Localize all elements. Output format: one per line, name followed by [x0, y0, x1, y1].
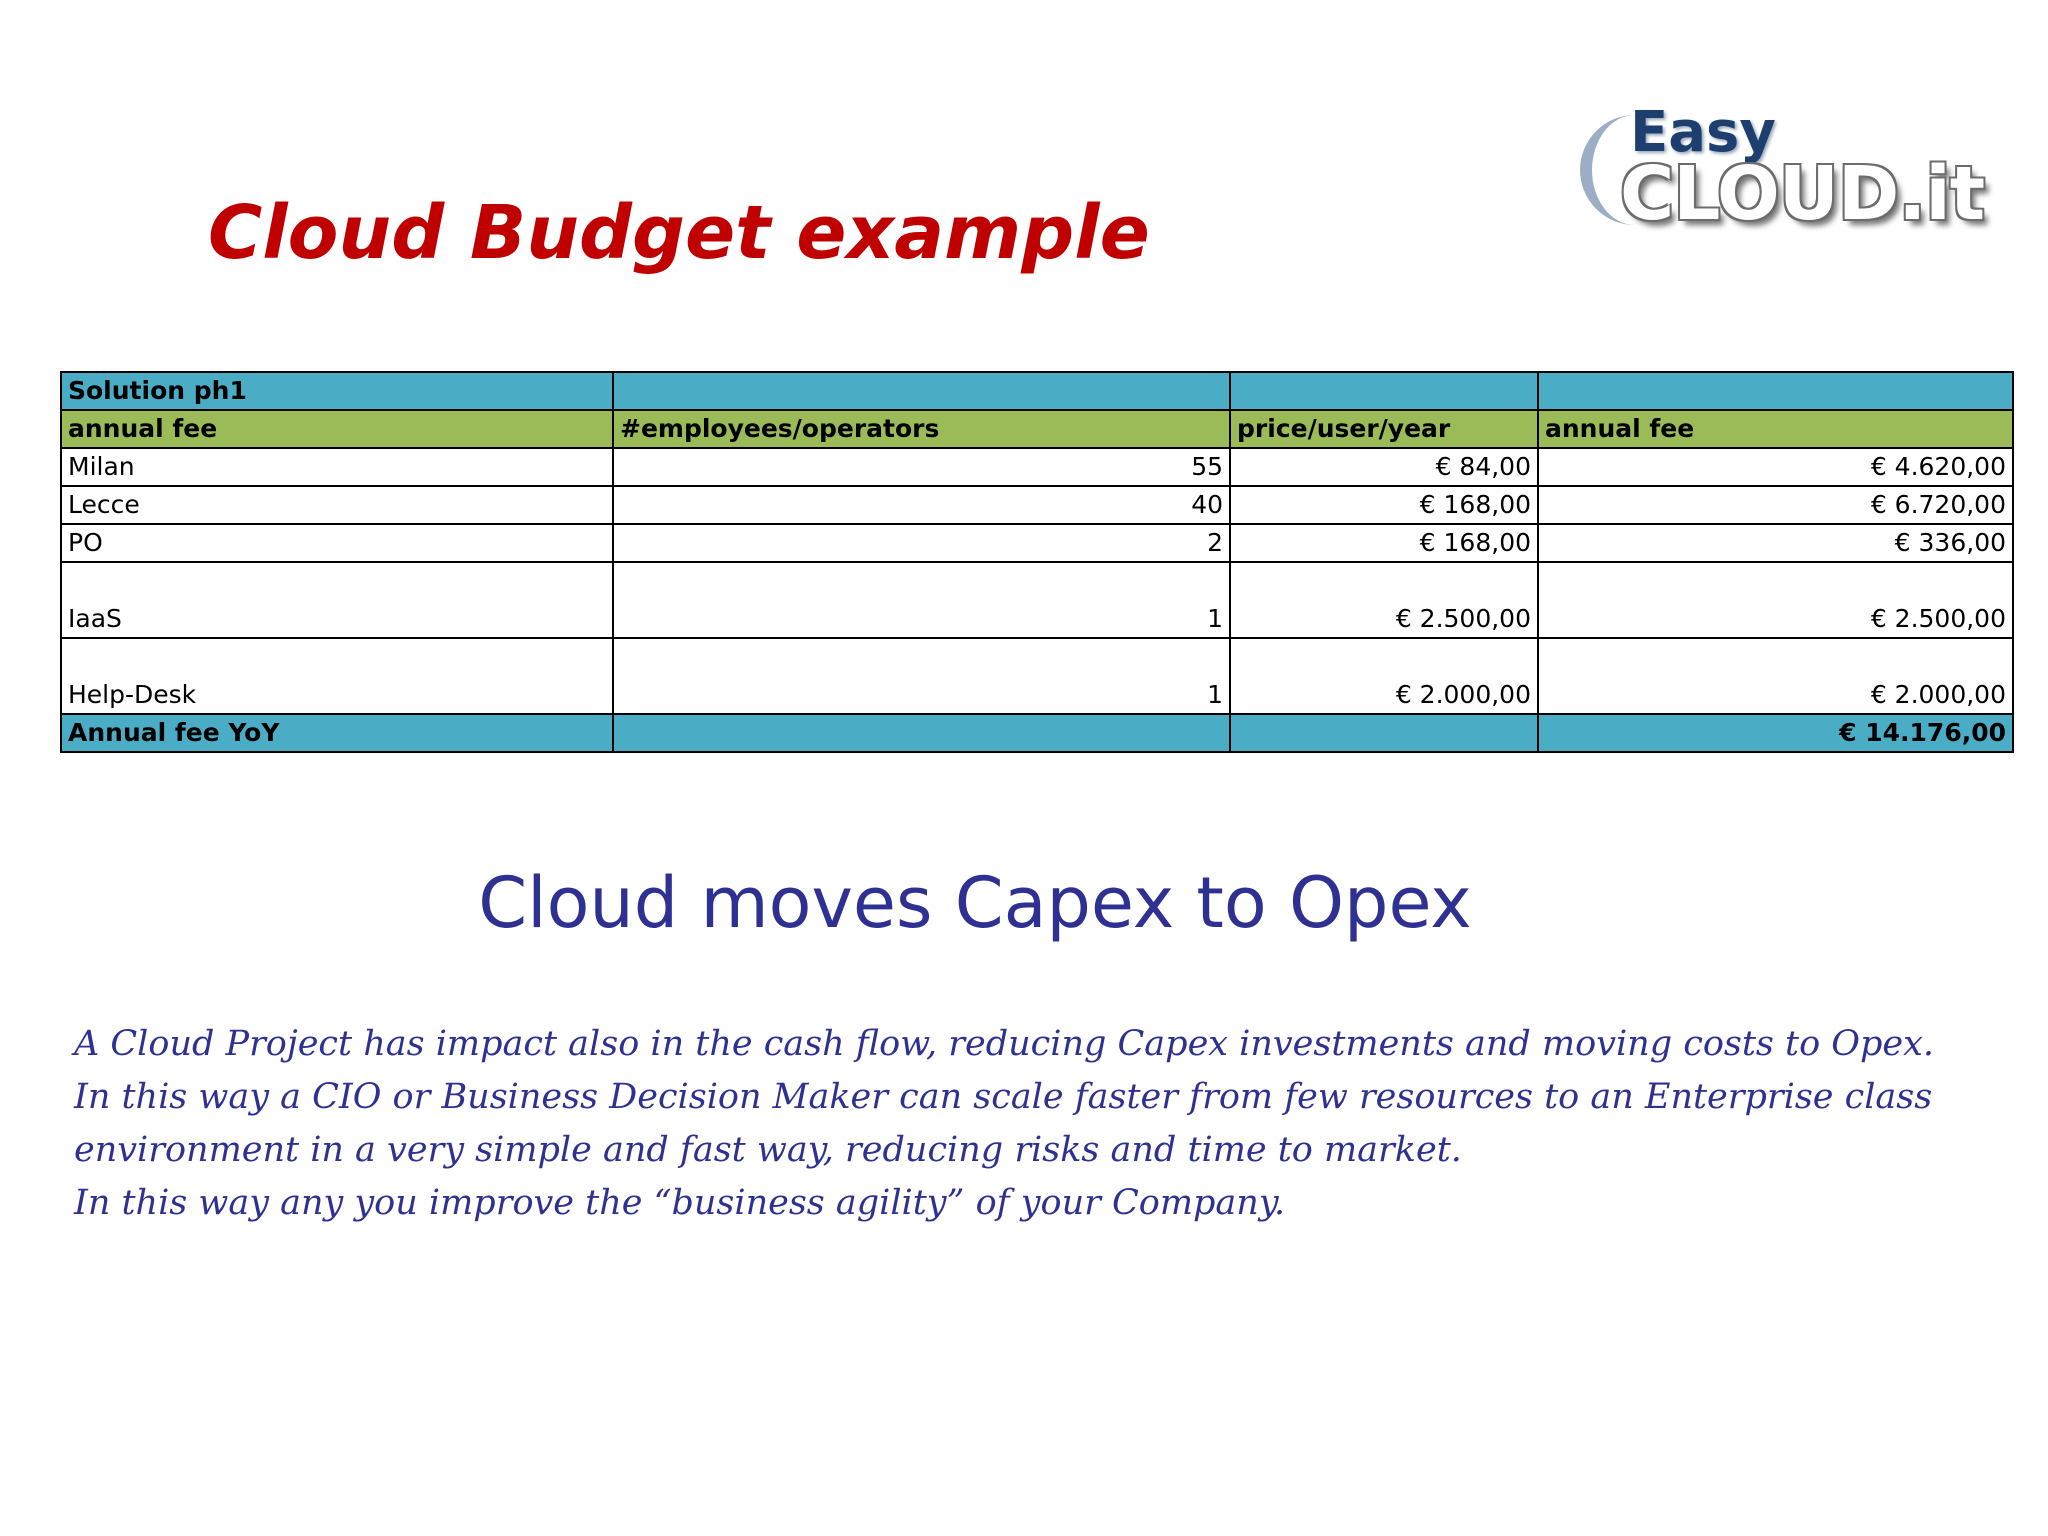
employees-cell: 55 — [613, 448, 1230, 486]
annual-fee-cell: € 6.720,00 — [1538, 486, 2013, 524]
price-cell: € 168,00 — [1230, 486, 1538, 524]
site-cell: IaaS — [61, 562, 613, 638]
table-row — [61, 562, 2013, 638]
employees-cell: 2 — [613, 524, 1230, 562]
price-cell: € 168,00 — [1230, 524, 1538, 562]
section-label: Solution ph1 — [61, 372, 613, 410]
total-value: € 14.176,00 — [1538, 714, 2013, 752]
annual-fee-cell: € 2.500,00 — [1538, 562, 2013, 638]
logo-text-easy: Easy — [1630, 100, 1776, 165]
paragraph-line: In this way any you improve the “business agility” of your Company. — [74, 1183, 1286, 1223]
slide-title: Cloud Budget example — [208, 190, 1150, 276]
table-header-row — [61, 410, 2013, 448]
total-cell — [1230, 714, 1538, 752]
table-total-row — [61, 714, 2013, 752]
site-cell: Milan — [61, 448, 613, 486]
column-header: annual fee — [61, 410, 613, 448]
annual-fee-cell: € 336,00 — [1538, 524, 2013, 562]
table-row — [61, 638, 2013, 714]
budget-table — [60, 371, 2014, 753]
site-cell: Lecce — [61, 486, 613, 524]
description-paragraph — [74, 1018, 1974, 1230]
table-row — [61, 448, 2013, 486]
paragraph-line: environment in a very simple and fast way, reducing risks and time to market. — [74, 1130, 1462, 1170]
paragraph-line: In this way a CIO or Business Decision Maker can scale faster from few resources to an Enterprise class — [74, 1077, 1933, 1117]
section-cell — [1230, 372, 1538, 410]
section-subtitle: Cloud moves Capex to Opex — [478, 862, 1472, 944]
paragraph-line: A Cloud Project has impact also in the cash flow, reducing Capex investments and moving costs to Opex. — [74, 1024, 1934, 1064]
column-header: #employees/operators — [613, 410, 1230, 448]
total-label: Annual fee YoY — [61, 714, 613, 752]
total-cell — [613, 714, 1230, 752]
table-section-row — [61, 372, 2013, 410]
price-cell: € 2.500,00 — [1230, 562, 1538, 638]
employees-cell: 40 — [613, 486, 1230, 524]
section-cell — [1538, 372, 2013, 410]
price-cell: € 84,00 — [1230, 448, 1538, 486]
section-cell — [613, 372, 1230, 410]
logo-text-cloud: CLOUD.it — [1620, 151, 1985, 237]
price-cell: € 2.000,00 — [1230, 638, 1538, 714]
employees-cell: 1 — [613, 638, 1230, 714]
annual-fee-cell: € 4.620,00 — [1538, 448, 2013, 486]
site-cell: Help-Desk — [61, 638, 613, 714]
column-header: price/user/year — [1230, 410, 1538, 448]
table-row — [61, 524, 2013, 562]
employees-cell: 1 — [613, 562, 1230, 638]
easycloud-logo — [1580, 100, 2000, 255]
site-cell: PO — [61, 524, 613, 562]
table-row — [61, 486, 2013, 524]
column-header: annual fee — [1538, 410, 2013, 448]
annual-fee-cell: € 2.000,00 — [1538, 638, 2013, 714]
